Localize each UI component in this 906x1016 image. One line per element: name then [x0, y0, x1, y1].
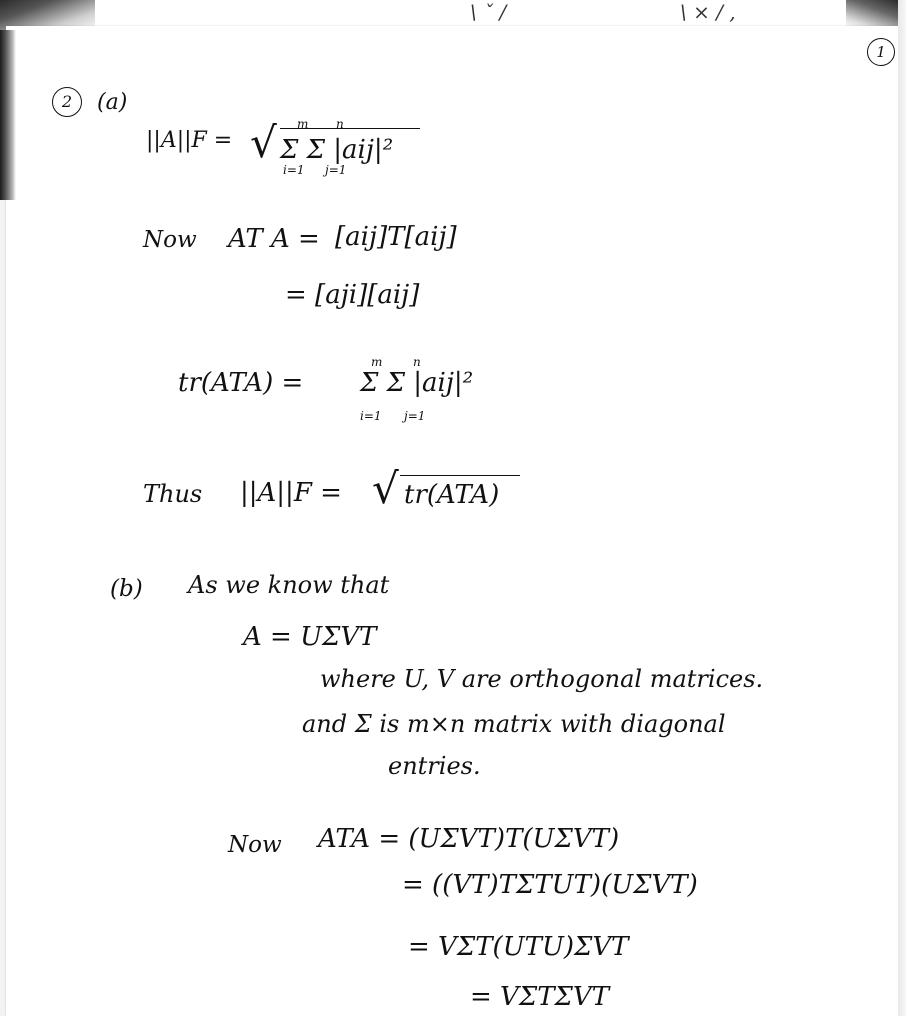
part-b-intro: As we know that	[188, 571, 390, 599]
frobenius-sum-j-bottom: j=1	[325, 163, 347, 177]
page-number: 1	[876, 43, 886, 61]
scrollbar-track[interactable]	[898, 0, 906, 1016]
step-2: = ((VT)TΣTUT)(UΣVT)	[402, 870, 698, 900]
notebook-page	[6, 26, 898, 1016]
question-number-badge	[52, 87, 82, 117]
now-label-a: Now	[143, 227, 197, 253]
ata-line1-rhs: [aij]T[aij]	[335, 222, 457, 252]
frobenius-sum-j-top: n	[336, 117, 344, 131]
thus-rhs: tr(ATA)	[404, 480, 500, 510]
ata-line2: = [aji][aij]	[285, 280, 420, 310]
page-binding-shadow	[0, 30, 16, 200]
trace-sum-j-bottom: j=1	[404, 409, 426, 423]
trace-sum-j-top: n	[413, 355, 421, 369]
thus-radical: √	[372, 464, 399, 513]
trace-sum-i-bottom: i=1	[360, 409, 382, 423]
trace-lhs: tr(ATA) =	[178, 368, 304, 398]
svd-equation: A = UΣVT	[243, 622, 377, 652]
frobenius-rhs-box	[280, 128, 420, 165]
frobenius-rhs: Σ Σ |aij|²	[280, 135, 394, 165]
trace-sum-i-top: m	[371, 355, 383, 369]
step-4: = VΣTΣVT	[470, 982, 610, 1012]
question-number: 2	[61, 92, 73, 111]
part-b-label: (b)	[110, 576, 143, 602]
page-number-badge	[867, 38, 895, 66]
top-scribble-left: \ ˇ /	[470, 0, 507, 24]
thus-rhs-box	[400, 475, 520, 508]
top-scribble-right: \ × / ,	[680, 0, 736, 24]
thus-label: Thus	[143, 480, 203, 508]
entries-line: entries.	[388, 752, 481, 780]
frobenius-sum-i-top: m	[297, 117, 309, 131]
now-label-b: Now	[228, 832, 282, 858]
thus-lhs: ||A||F =	[240, 478, 342, 508]
ata-line1-lhs: AT A =	[228, 224, 320, 254]
step-3: = VΣT(UTU)ΣVT	[408, 932, 629, 962]
frobenius-lhs: ||A||F =	[146, 128, 233, 153]
trace-rhs: Σ Σ |aij|²	[360, 368, 474, 398]
and-line: and Σ is m×n matrix with diagonal	[302, 710, 726, 738]
where-line: where U, V are orthogonal matrices.	[320, 665, 764, 693]
frobenius-radical: √	[250, 118, 277, 167]
step-1: ATA = (UΣVT)T(UΣVT)	[318, 824, 620, 854]
frobenius-sum-i-bottom: i=1	[283, 163, 305, 177]
page-corner-shadow-right	[846, 0, 906, 28]
part-a-label: (a)	[97, 90, 128, 115]
